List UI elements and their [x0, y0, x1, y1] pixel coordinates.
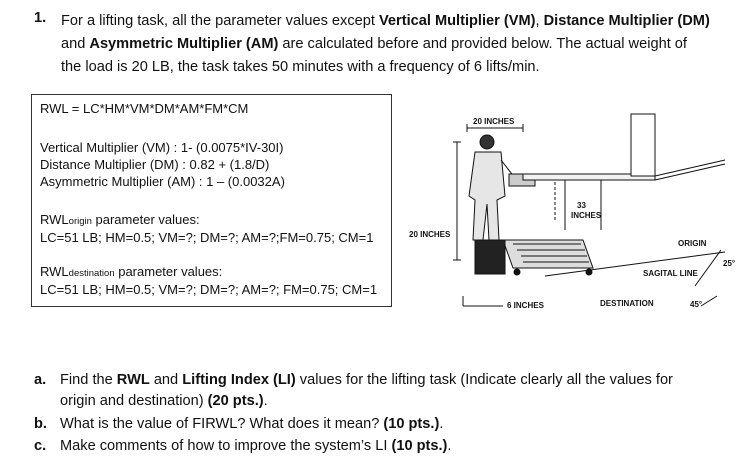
origin-heading: RWLorigin parameter values:: [40, 212, 200, 227]
label-20-inches-top: 20 INCHES: [473, 117, 515, 126]
label-20-inches-left: 20 INCHES: [409, 230, 451, 239]
destination-heading: RWLdestination parameter values:: [40, 264, 223, 279]
label-destination: DESTINATION: [600, 299, 654, 308]
destination-values: LC=51 LB; HM=0.5; VM=?; DM=?; AM=?; FM=0.75; CM=1: [40, 282, 378, 297]
question-intro-rest: are calculated before and provided below. The actual weight of the load is 20 LB, the task takes 50 minutes with a frequency of 6 lifts/min.: [61, 36, 687, 75]
origin-values: LC=51 LB; HM=0.5; VM=?; DM=?; AM=?;FM=0.75; CM=1: [40, 230, 374, 245]
question-and: and: [61, 36, 90, 52]
vm-term: Vertical Multiplier (VM): [378, 13, 536, 29]
dm-term: Distance Multiplier (DM): [543, 13, 710, 29]
am-term: Asymmetric Multiplier (AM): [89, 36, 279, 52]
label-sagital-line: SAGITAL LINE: [643, 269, 698, 278]
rwl-formula: RWL = LC*HM*VM*DM*AM*FM*CM: [40, 101, 249, 116]
formula-box: [31, 94, 392, 307]
label-25-degrees: 25°: [723, 259, 735, 268]
label-45-degrees: 45°: [690, 300, 703, 309]
label-origin: ORIGIN: [678, 239, 707, 248]
question-comma: ,: [535, 13, 544, 29]
worker-head: [480, 135, 494, 149]
am-formula: Asymmetric Multiplier (AM) : 1 – (0.0032A): [40, 174, 285, 189]
question-number: 1.: [34, 10, 47, 26]
dm-formula: Distance Multiplier (DM) : 0.82 + (1.8/D): [40, 157, 270, 172]
origin-cabinet: [631, 114, 655, 176]
label-33-inches: INCHES: [571, 211, 602, 220]
lifting-task-diagram: [405, 100, 735, 320]
worker-body: [469, 152, 505, 240]
label-33: 33: [577, 201, 586, 210]
question-intro: For a lifting task, all the parameter values except: [61, 13, 379, 29]
label-6-inches: 6 INCHES: [507, 301, 544, 310]
vm-formula: Vertical Multiplier (VM) : 1- (0.0075*IV-30I): [40, 140, 284, 155]
cart-base: [475, 240, 505, 274]
question-text: [61, 10, 711, 79]
